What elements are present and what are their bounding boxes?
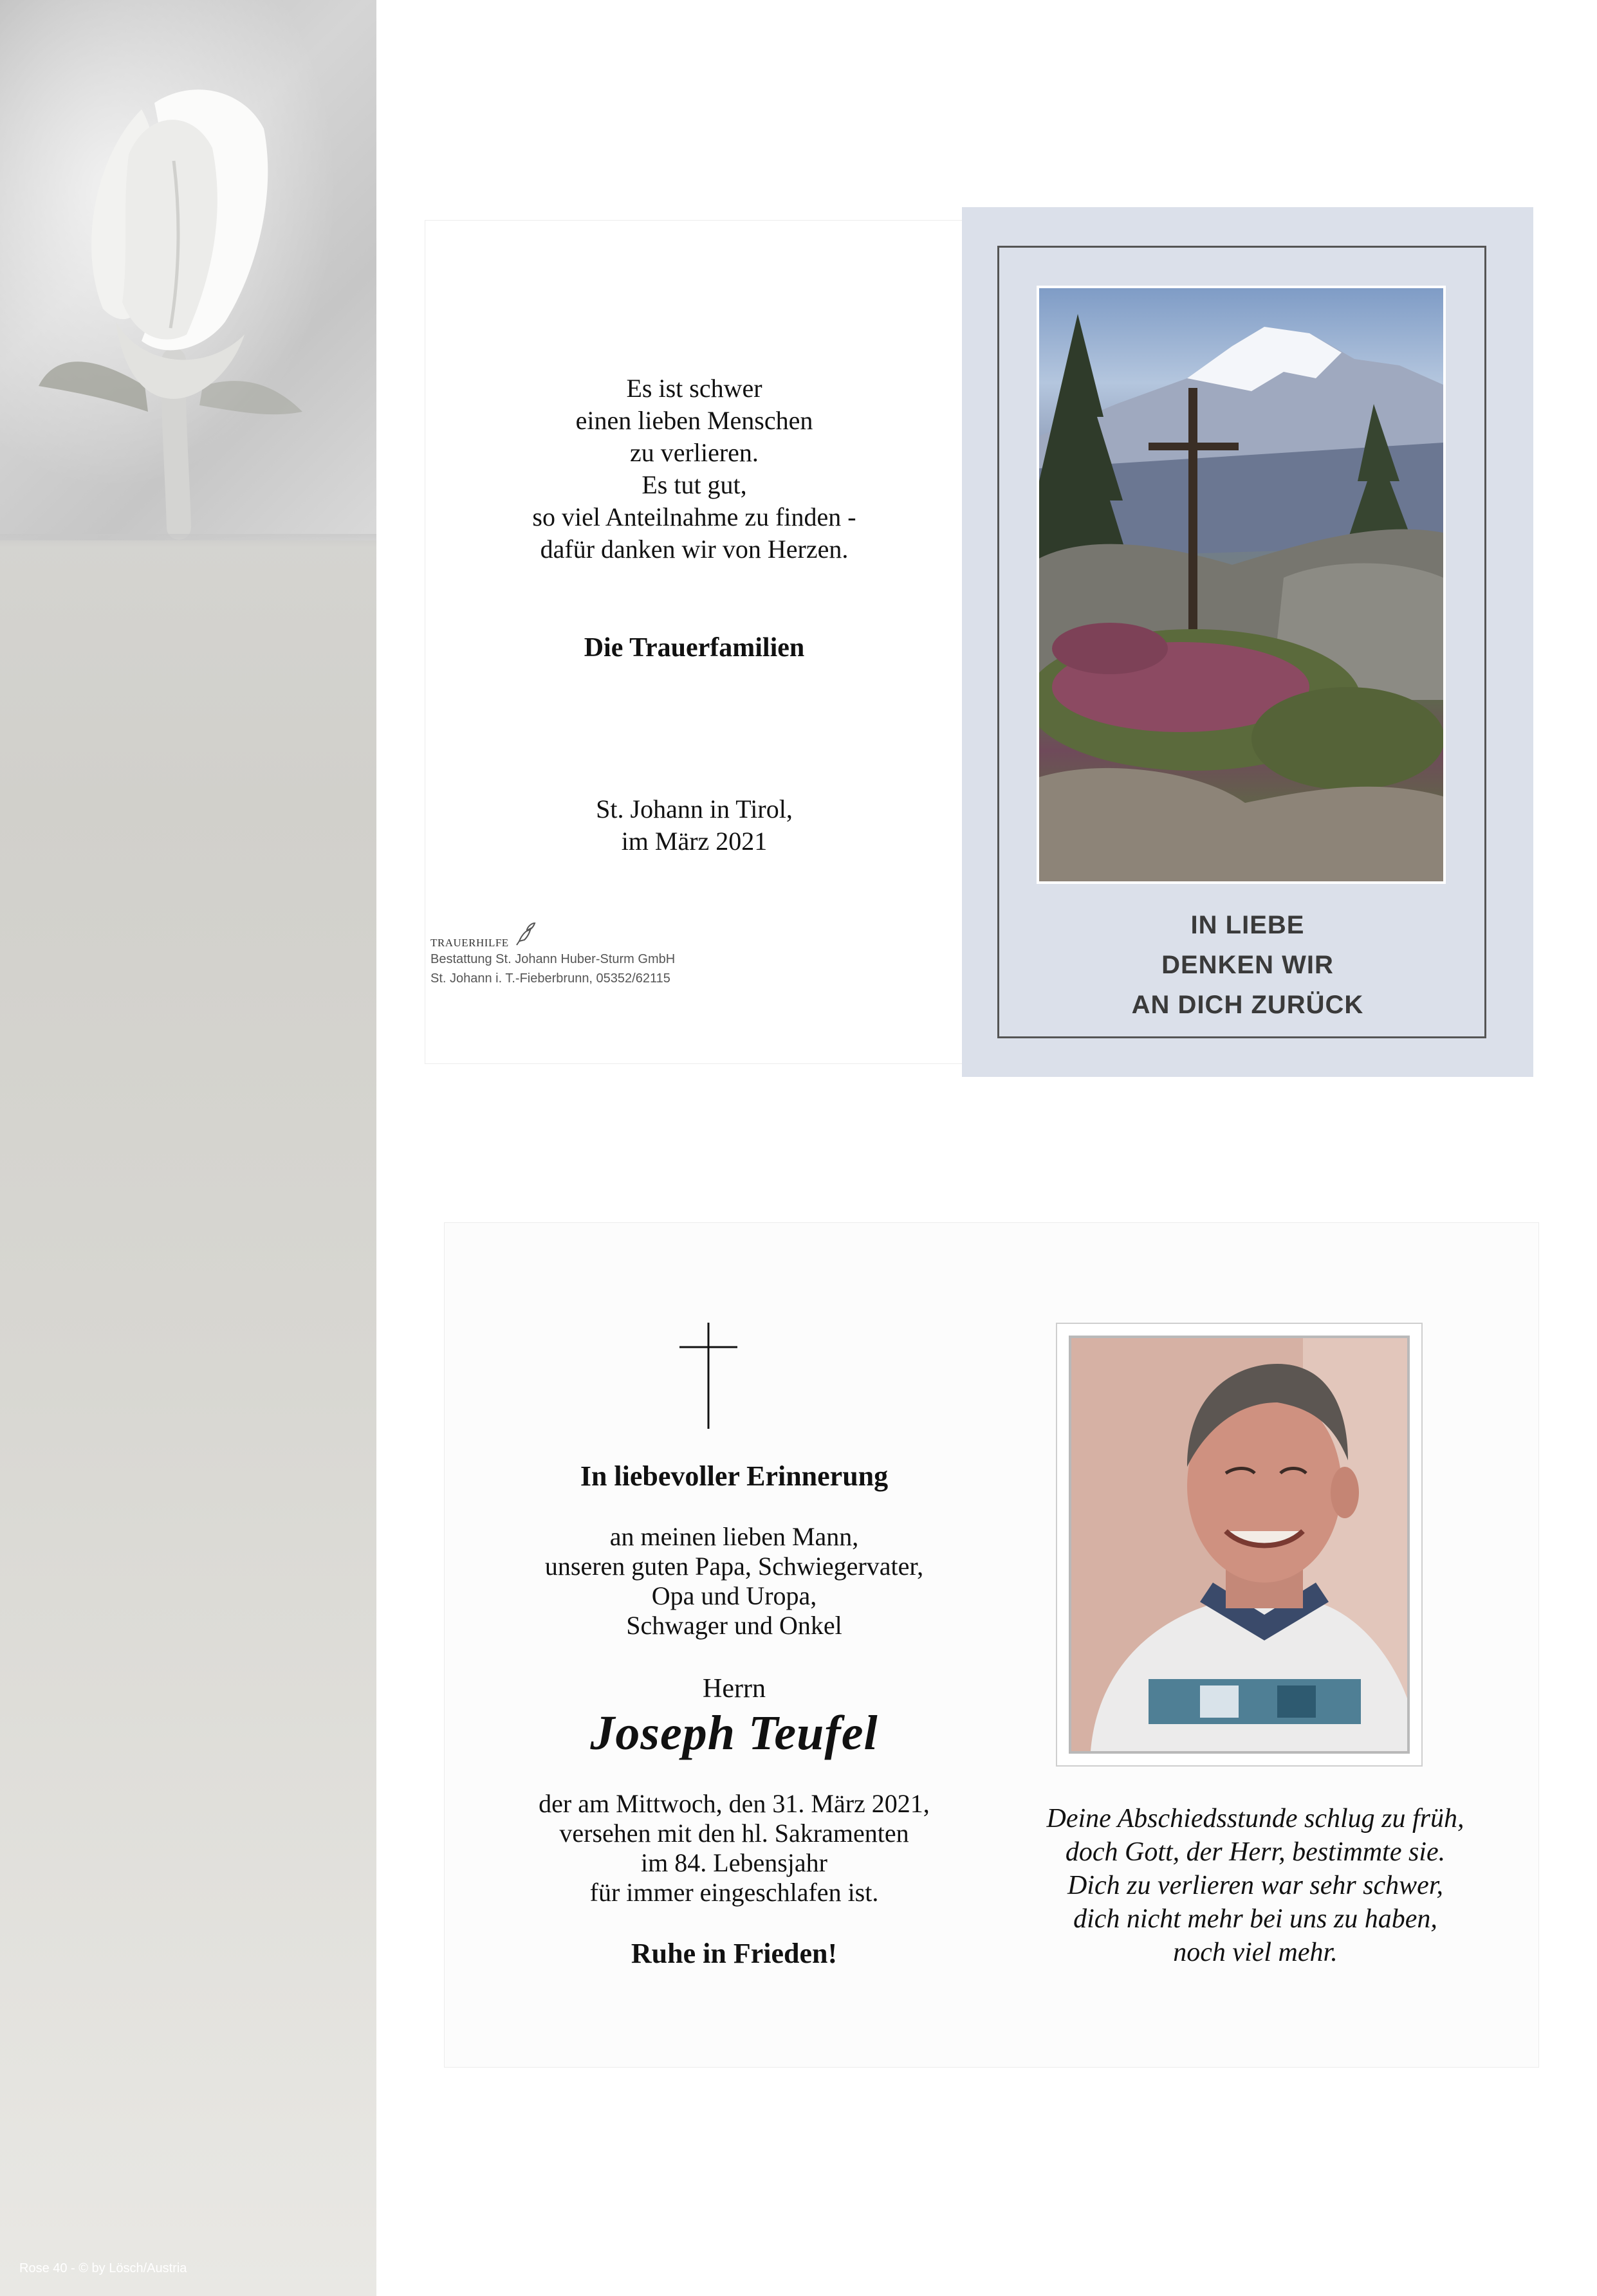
- death-line: versehen mit den hl. Sakramenten: [559, 1819, 909, 1848]
- memorial-heading: In liebevoller Erinnerung: [580, 1460, 889, 1492]
- caption-line: AN DICH ZURÜCK: [1131, 991, 1364, 1019]
- portrait-frame: [1056, 1323, 1423, 1767]
- verse-line: Es ist schwer: [626, 374, 762, 403]
- poem-line: Deine Abschiedsstunde schlug zu früh,: [1046, 1804, 1464, 1833]
- caption-line: IN LIEBE: [1190, 911, 1305, 939]
- rest-in-peace: Ruhe in Frieden!: [631, 1938, 838, 1969]
- verse-line: Es tut gut,: [642, 470, 747, 499]
- relation-line: Opa und Uropa,: [651, 1581, 817, 1610]
- decorative-side-strip: [0, 0, 376, 2296]
- poem-line: doch Gott, der Herr, bestimmte sie.: [1065, 1837, 1446, 1867]
- farewell-poem: [979, 1802, 1532, 1969]
- portrait-photo: [1069, 1336, 1410, 1754]
- rose-ground-shadow: [0, 534, 376, 547]
- undertaker-contact: St. Johann i. T.-Fieberbrunn, 05352/62115: [430, 971, 670, 986]
- relation-line: unseren guten Papa, Schwiegervater,: [544, 1552, 924, 1581]
- death-line: für immer eingeschlafen ist.: [589, 1878, 879, 1907]
- thank-you-verse: [425, 372, 963, 565]
- undertaker-imprint: [430, 921, 675, 988]
- deceased-name: Joseph Teufel: [590, 1706, 878, 1760]
- undertaker-brand: TRAUERHILFE: [430, 937, 509, 949]
- date-line: im März 2021: [621, 827, 768, 856]
- poem-line: Dich zu verlieren war sehr schwer,: [1067, 1871, 1444, 1900]
- undertaker-name: Bestattung St. Johann Huber-Sturm GmbH: [430, 952, 676, 966]
- place-and-date: [425, 793, 963, 858]
- mountain-landscape-image: [1039, 288, 1443, 881]
- salutation: Herrn: [703, 1674, 766, 1704]
- verse-line: dafür danken wir von Herzen.: [540, 535, 849, 564]
- death-notice: [483, 1789, 985, 1907]
- white-rose-icon: [0, 0, 376, 540]
- family-signature: Die Trauerfamilien: [584, 633, 805, 663]
- relation-line: Schwager und Onkel: [626, 1611, 842, 1640]
- verse-line: zu verlieren.: [630, 438, 759, 467]
- portrait-image: [1071, 1338, 1407, 1751]
- death-line: der am Mittwoch, den 31. März 2021,: [539, 1789, 930, 1818]
- copyright-credit: Rose 40 - © by Lösch/Austria: [19, 2261, 187, 2275]
- dove-icon: [515, 921, 537, 950]
- poem-line: noch viel mehr.: [1173, 1938, 1338, 1967]
- thank-you-card-picture: [962, 207, 1533, 1077]
- mountain-cross-photo: [1037, 286, 1446, 884]
- thank-you-card-text: [425, 220, 964, 1064]
- caption-line: DENKEN WIR: [1161, 951, 1334, 979]
- memorial-card: [444, 1222, 1539, 2068]
- relation-line: an meinen lieben Mann,: [609, 1522, 859, 1551]
- picture-caption: [962, 905, 1533, 1025]
- rose-background: [0, 0, 376, 540]
- cross-icon: [679, 1323, 737, 1429]
- relations-list: [483, 1522, 985, 1640]
- verse-line: so viel Anteilnahme zu finden -: [532, 502, 856, 531]
- poem-line: dich nicht mehr bei uns zu haben,: [1073, 1904, 1437, 1934]
- place-line: St. Johann in Tirol,: [596, 794, 793, 823]
- verse-line: einen lieben Menschen: [575, 406, 813, 435]
- death-line: im 84. Lebensjahr: [641, 1848, 827, 1877]
